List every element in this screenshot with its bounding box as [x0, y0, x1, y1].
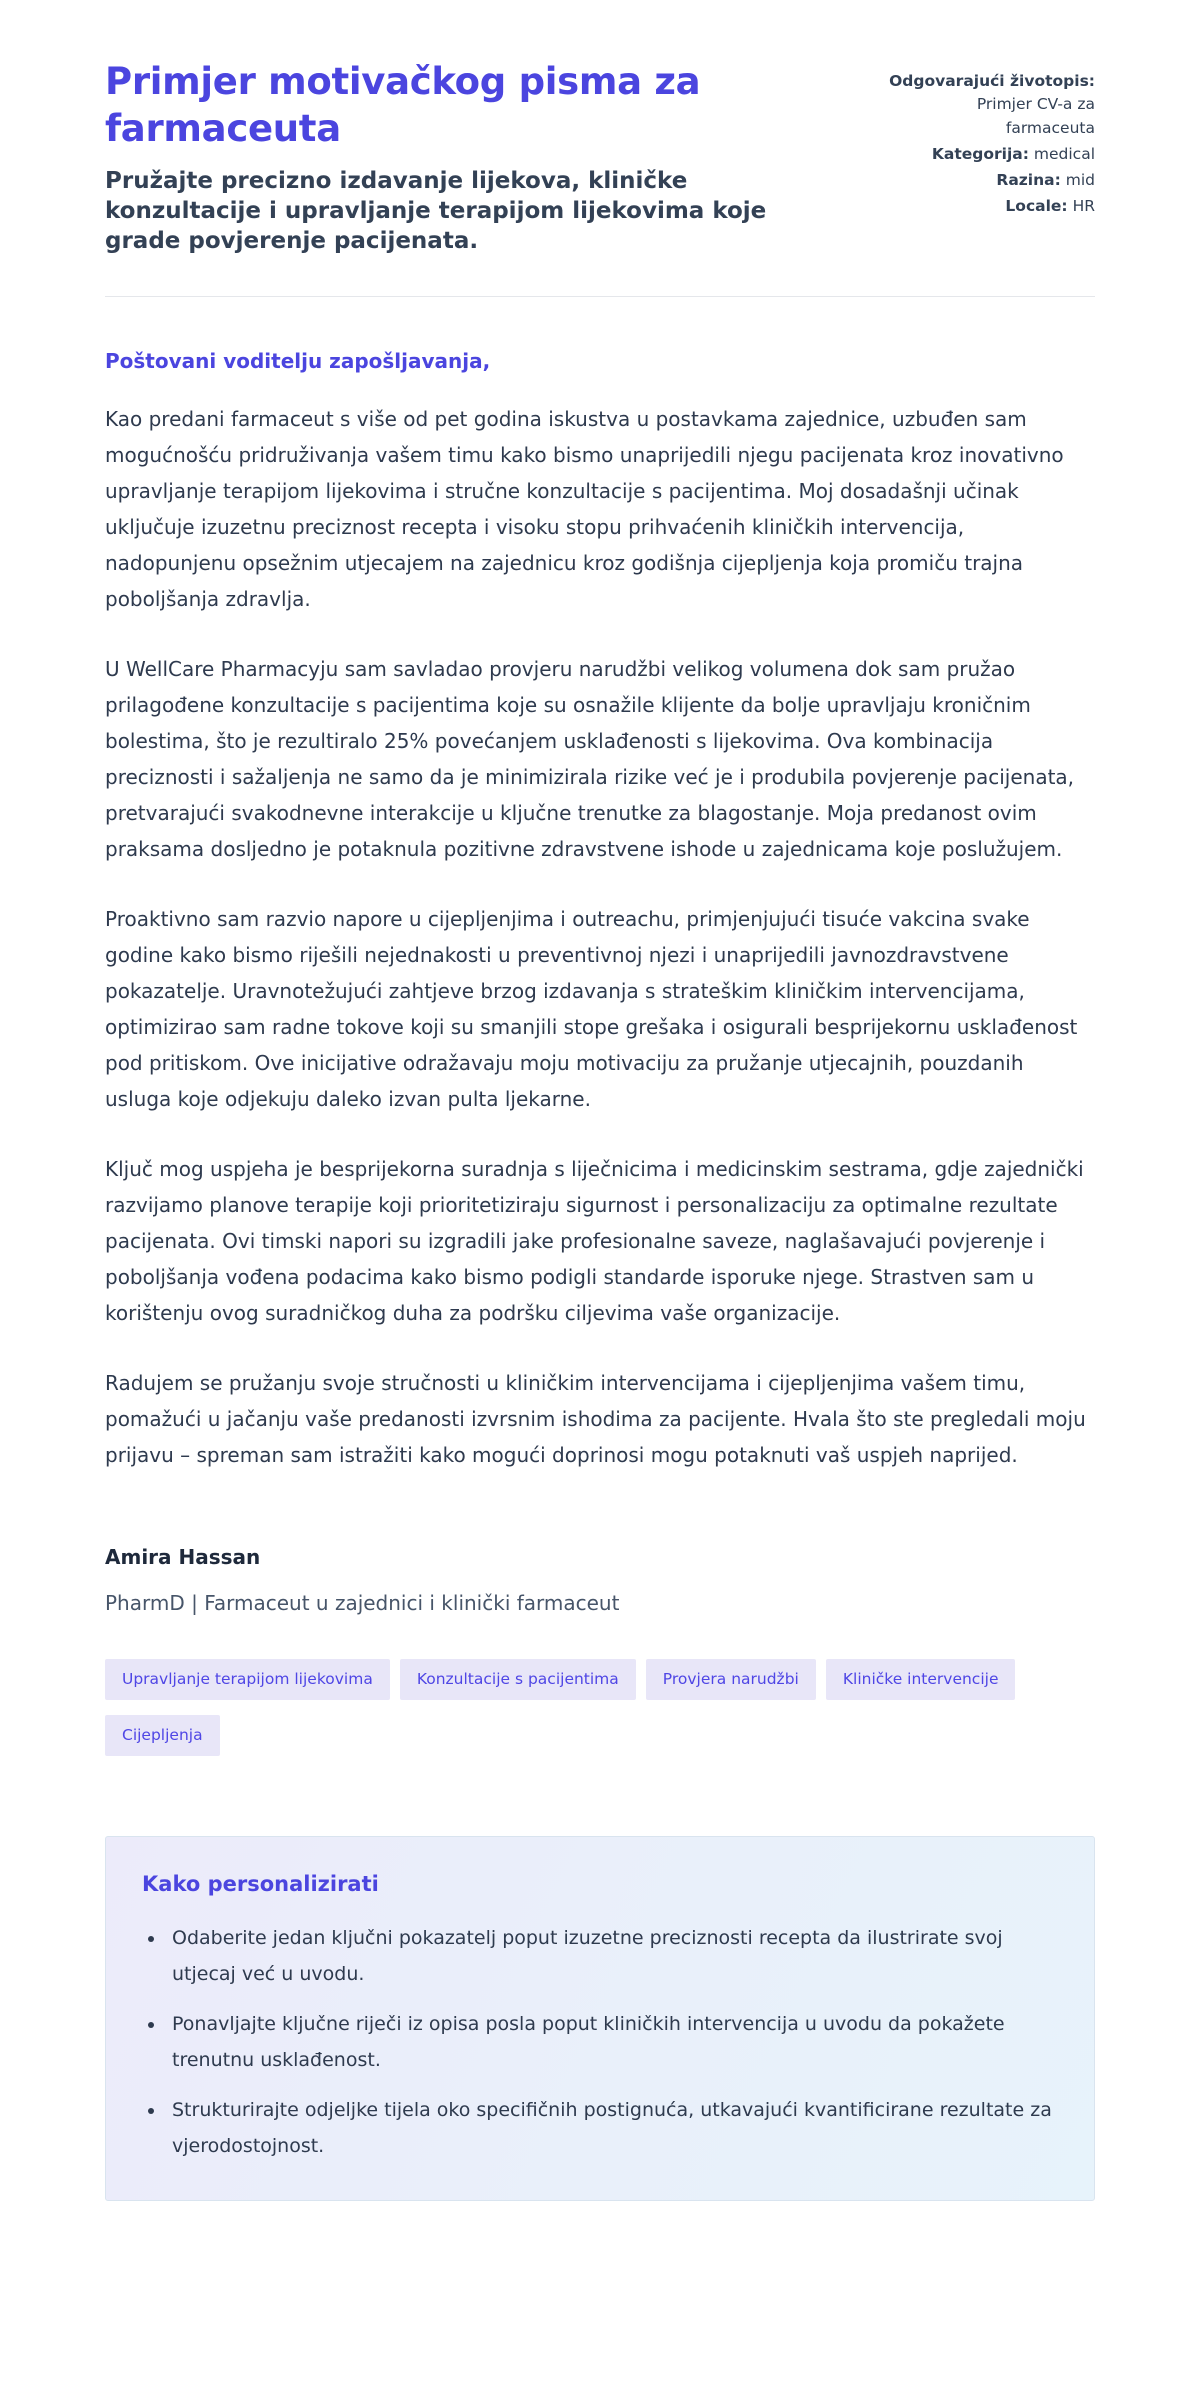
meta-row	[883, 169, 1095, 192]
letter-paragraphs	[105, 401, 1095, 1473]
meta-value: Primjer CV-a za farmaceuta	[976, 95, 1095, 137]
letter-paragraph: Radujem se pružanju svoje stručnosti u kliničkim intervencijama i cijepljenjima vašem timu, pomažući u jačanju vaše predanosti izvrsnim ishodima za pacijente. Hvala što ste pregledali moju prijavu – spreman sam istražiti kako mogući doprinosi mogu potaknuti vaš uspjeh naprijed.	[105, 1371, 1086, 1467]
meta-label: Locale:	[1005, 197, 1068, 216]
signature-title: PharmD | Farmaceut u zajednici i klinički farmaceut	[105, 1591, 620, 1615]
page-header	[105, 58, 1095, 256]
meta-row	[883, 143, 1095, 166]
page-title: Primjer motivačkog pisma za farmaceuta	[105, 60, 701, 150]
tip-item: • Strukturirajte odjeljke tijela oko specifičnih postignuća, utkavajući kvantificirane rezultate za vjerodostojnost.	[166, 2092, 1058, 2164]
meta-row	[883, 195, 1095, 218]
header-title-block	[105, 58, 805, 256]
tag-chip[interactable]: Cijepljenja	[105, 1715, 220, 1756]
meta-value: HR	[1072, 197, 1095, 216]
page-container	[105, 0, 1095, 2201]
meta-label: Odgovarajući životopis:	[889, 72, 1095, 90]
tips-box	[105, 1836, 1095, 2201]
tag-chip[interactable]: Kliničke intervencije	[826, 1659, 1016, 1700]
letter-paragraph: Ključ mog uspjeha je besprijekorna suradnja s liječnicima i medicinskim sestrama, gdje zajednički razvijamo planove terapije koji prioritetiziraju sigurnost i personalizaciju za optimalne rezultate pacijenata. Ovi timski napori su izgradili jake profesionalne saveze, naglašavajući povjerenje i poboljšanja vođena podacima kako bismo podigli standarde isporuke njege. Strastven sam u korištenju ovog suradničkog duha za podršku ciljevima vaše organizacije.	[105, 1157, 1084, 1325]
letter-paragraph: U WellCare Pharmacyju sam savladao provjeru narudžbi velikog volumena dok sam pružao prilagođene konzultacije s pacijentima koje su osnažile klijente da bolje upravljaju kroničnim bolestima, što je rezultiralo 25% povećanjem usklađenosti s lijekovima. Ova kombinacija preciznosti i sažaljenja ne samo da je minimizirala rizike već je i produbila povjerenje pacijenata, pretvarajući svakodnevne interakcije u ključne trenutke za blagostanje. Moja predanost ovim praksama dosljedno je potaknula pozitivne zdravstvene ishode u zajednicama koje poslužujem.	[105, 657, 1075, 861]
meta-row	[883, 70, 1095, 140]
tag-chip[interactable]: Upravljanje terapijom lijekovima	[105, 1659, 390, 1700]
header-meta-block	[883, 58, 1095, 222]
letter-greeting: Poštovani voditelju zapošljavanja,	[105, 349, 491, 373]
page-subtitle: Pružajte precizno izdavanje lijekova, kliničke konzultacije i upravljanje terapijom lijekovima koje grade povjerenje pacijenata.	[105, 168, 767, 254]
meta-value: mid	[1065, 171, 1095, 189]
skill-tags	[105, 1659, 1095, 1756]
meta-value: medical	[1033, 144, 1095, 163]
tag-chip[interactable]: Provjera narudžbi	[646, 1659, 816, 1700]
cover-letter-body	[105, 349, 1095, 1615]
tips-list	[142, 1920, 1058, 2164]
tips-title: Kako personalizirati	[142, 1872, 379, 1896]
signature-name: Amira Hassan	[105, 1545, 261, 1569]
tip-item: • Odaberite jedan ključni pokazatelj poput izuzetne preciznosti recepta da ilustrirate svoj utjecaj već u uvodu.	[166, 1920, 1058, 1992]
meta-label: Kategorija:	[931, 144, 1029, 163]
header-divider	[105, 296, 1095, 297]
meta-label: Razina:	[996, 171, 1061, 189]
letter-paragraph: Proaktivno sam razvio napore u cijepljenjima i outreachu, primjenjujući tisuće vakcina svake godine kako bismo riješili nejednakosti u preventivnoj njezi i unaprijedili javnozdravstvene pokazatelje. Uravnotežujući zahtjeve brzog izdavanja s strateškim kliničkim intervencijama, optimizirao sam radne tokove koji su smanjili stope grešaka i osigurali besprijekornu usklađenost pod pritiskom. Ove inicijative odražavaju moju motivaciju za pružanje utjecajnih, pouzdanih usluga koje odjekuju daleko izvan pulta ljekarne.	[105, 907, 1078, 1111]
tag-chip[interactable]: Konzultacije s pacijentima	[400, 1659, 636, 1700]
tip-item: • Ponavljajte ključne riječi iz opisa posla poput kliničkih intervencija u uvodu da pokažete trenutnu usklađenost.	[166, 2006, 1058, 2078]
letter-paragraph: Kao predani farmaceut s više od pet godina iskustva u postavkama zajednice, uzbuđen sam mogućnošću pridruživanja vašem timu kako bismo unaprijedili njegu pacijenata kroz inovativno upravljanje terapijom lijekovima i stručne konzultacije s pacijentima. Moj dosadašnji učinak uključuje izuzetnu preciznost recepta i visoku stopu prihvaćenih kliničkih intervencija, nadopunjenu opsežnim utjecajem na zajednicu kroz godišnja cijepljenja koja promiču trajna poboljšanja zdravlja.	[105, 407, 1064, 611]
